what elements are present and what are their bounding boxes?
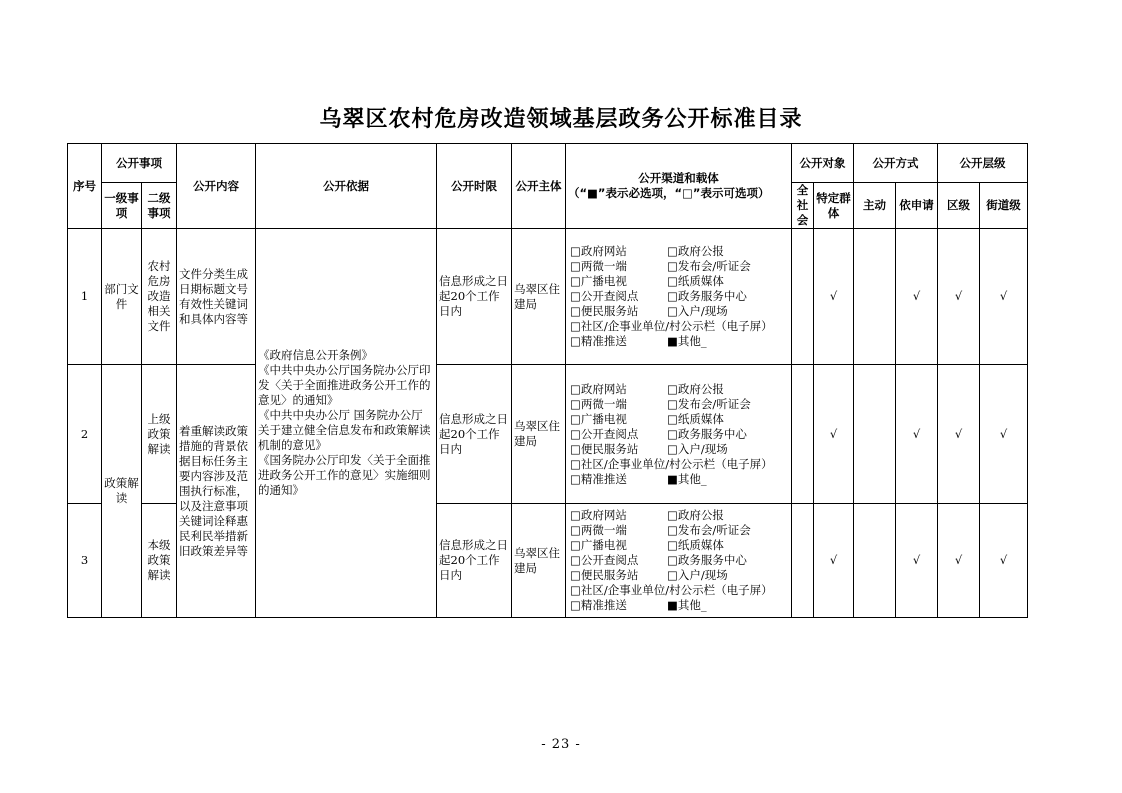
header-time-limit: 公开时限 [437, 144, 512, 229]
channel-item: ■其他_ [667, 471, 707, 486]
cell-method-request: √ [896, 365, 938, 504]
channel-item: □政府公报 [667, 381, 724, 396]
header-row-1 [68, 144, 1028, 183]
header-level: 公开层级 [938, 144, 1028, 183]
channel-list [568, 382, 789, 487]
cell-channels [566, 504, 792, 618]
channel-item: □纸质媒体 [667, 411, 724, 426]
header-target: 公开对象 [792, 144, 854, 183]
header-matter: 公开事项 [102, 144, 177, 183]
channel-item: □纸质媒体 [667, 274, 724, 288]
cell-seq: 2 [68, 365, 102, 504]
channel-item: □入户/现场 [667, 441, 728, 456]
channel-list [568, 508, 789, 613]
channel-item: □精准推送 [570, 334, 627, 348]
channel-item: ■其他_ [667, 598, 707, 612]
header-level-street: 街道级 [980, 183, 1028, 229]
channel-item: □公开查阅点 [570, 426, 639, 441]
channel-item: ■其他_ [667, 334, 707, 348]
header-target-group: 特定群体 [814, 183, 854, 229]
header-basis: 公开依据 [256, 144, 437, 229]
cell-level1: 政策解读 [102, 365, 142, 618]
channel-item: □入户/现场 [667, 568, 728, 582]
cell-method-request: √ [896, 504, 938, 618]
channel-item: □政府网站 [570, 508, 627, 522]
header-level-district: 区级 [938, 183, 980, 229]
cell-level-street: √ [980, 504, 1028, 618]
channel-item: □政府公报 [667, 508, 724, 522]
channel-item: □社区/企事业单位/村公示栏（电子屏） [570, 583, 773, 597]
channel-item: □入户/现场 [667, 304, 728, 318]
cell-method-active [854, 504, 896, 618]
cell-subject: 乌翠区住建局 [512, 365, 566, 504]
header-channel-title: 公开渠道和载体 [638, 171, 719, 185]
cell-seq: 1 [68, 229, 102, 365]
table-row [68, 229, 1028, 365]
channel-item: □政务服务中心 [667, 553, 747, 567]
cell-level2: 农村危房改造相关文件 [142, 229, 177, 365]
header-channel-note: （“■”表示必选项，“□”表示可选项） [568, 186, 770, 200]
cell-method-active [854, 365, 896, 504]
cell-level-district: √ [938, 365, 980, 504]
channel-item: □两微一端 [570, 396, 627, 411]
cell-time-limit: 信息形成之日起20个工作日内 [437, 504, 512, 618]
cell-content: 着重解读政策措施的背景依据目标任务主要内容涉及范围执行标准，以及注意事项关键词诠释惠民利民举措新旧政策差异等 [177, 365, 256, 618]
header-level2: 二级事项 [142, 183, 177, 229]
header-subject: 公开主体 [512, 144, 566, 229]
channel-item: □政府网站 [570, 244, 627, 258]
channel-item: □政务服务中心 [667, 426, 747, 441]
channel-item: □政府网站 [570, 381, 627, 396]
cell-level1: 部门文件 [102, 229, 142, 365]
header-method-active: 主动 [854, 183, 896, 229]
cell-subject: 乌翠区住建局 [512, 504, 566, 618]
channel-item: □发布会/听证会 [667, 259, 751, 273]
channel-item: □发布会/听证会 [667, 396, 751, 411]
channel-item: □发布会/听证会 [667, 523, 751, 537]
cell-content: 文件分类生成日期标题文号有效性关键词和具体内容等 [177, 229, 256, 365]
table-row [68, 365, 1028, 504]
channel-item: □广播电视 [570, 411, 627, 426]
cell-time-limit: 信息形成之日起20个工作日内 [437, 229, 512, 365]
channel-item: □社区/企事业单位/村公示栏（电子屏） [570, 319, 773, 333]
cell-level-district: √ [938, 504, 980, 618]
channel-item: □两微一端 [570, 259, 627, 273]
cell-target-all [792, 365, 814, 504]
cell-level2: 上级政策解读 [142, 365, 177, 504]
channel-item: □广播电视 [570, 538, 627, 552]
header-content: 公开内容 [177, 144, 256, 229]
cell-channels [566, 229, 792, 365]
cell-time-limit: 信息形成之日起20个工作日内 [437, 365, 512, 504]
channel-item: □公开查阅点 [570, 289, 639, 303]
catalog-table [67, 143, 1028, 618]
cell-target-all [792, 504, 814, 618]
channel-item: □精准推送 [570, 471, 627, 486]
cell-target-group: √ [814, 365, 854, 504]
header-level1: 一级事项 [102, 183, 142, 229]
channel-item: □政务服务中心 [667, 289, 747, 303]
cell-level-street: √ [980, 229, 1028, 365]
channel-item: □政府公报 [667, 244, 724, 258]
cell-basis: 《政府信息公开条例》 《中共中央办公厅国务院办公厅印发〈关于全面推进政务公开工作的意见〉的通知》 《中共中央办公厅 国务院办公厅关于建立健全信息发布和政策解读机制的意见》 《国务院办公厅印发〈关于全面推进政务公开工作的意见〉实施细则的通知》 [256, 229, 437, 618]
cell-target-group: √ [814, 229, 854, 365]
channel-item: □便民服务站 [570, 568, 639, 582]
header-method: 公开方式 [854, 144, 938, 183]
cell-level-street: √ [980, 365, 1028, 504]
page-title: 乌翠区农村危房改造领域基层政务公开标准目录 [319, 107, 803, 132]
channel-list [568, 244, 789, 349]
cell-target-group: √ [814, 504, 854, 618]
cell-method-request: √ [896, 229, 938, 365]
header-method-request: 依申请 [896, 183, 938, 229]
cell-level-district: √ [938, 229, 980, 365]
cell-channels [566, 365, 792, 504]
channel-item: □两微一端 [570, 523, 627, 537]
channel-item: □精准推送 [570, 598, 627, 612]
header-channel [566, 144, 792, 229]
channel-item: □公开查阅点 [570, 553, 639, 567]
channel-item: □便民服务站 [570, 441, 639, 456]
header-target-all: 全社会 [792, 183, 814, 229]
channel-item: □社区/企事业单位/村公示栏（电子屏） [570, 456, 773, 471]
page-number: - 23 - [541, 737, 581, 752]
cell-target-all [792, 229, 814, 365]
channel-item: □便民服务站 [570, 304, 639, 318]
channel-item: □广播电视 [570, 274, 627, 288]
cell-seq: 3 [68, 504, 102, 618]
cell-subject: 乌翠区住建局 [512, 229, 566, 365]
channel-item: □纸质媒体 [667, 538, 724, 552]
header-seq: 序号 [68, 144, 102, 229]
cell-method-active [854, 229, 896, 365]
cell-level2: 本级政策解读 [142, 504, 177, 618]
